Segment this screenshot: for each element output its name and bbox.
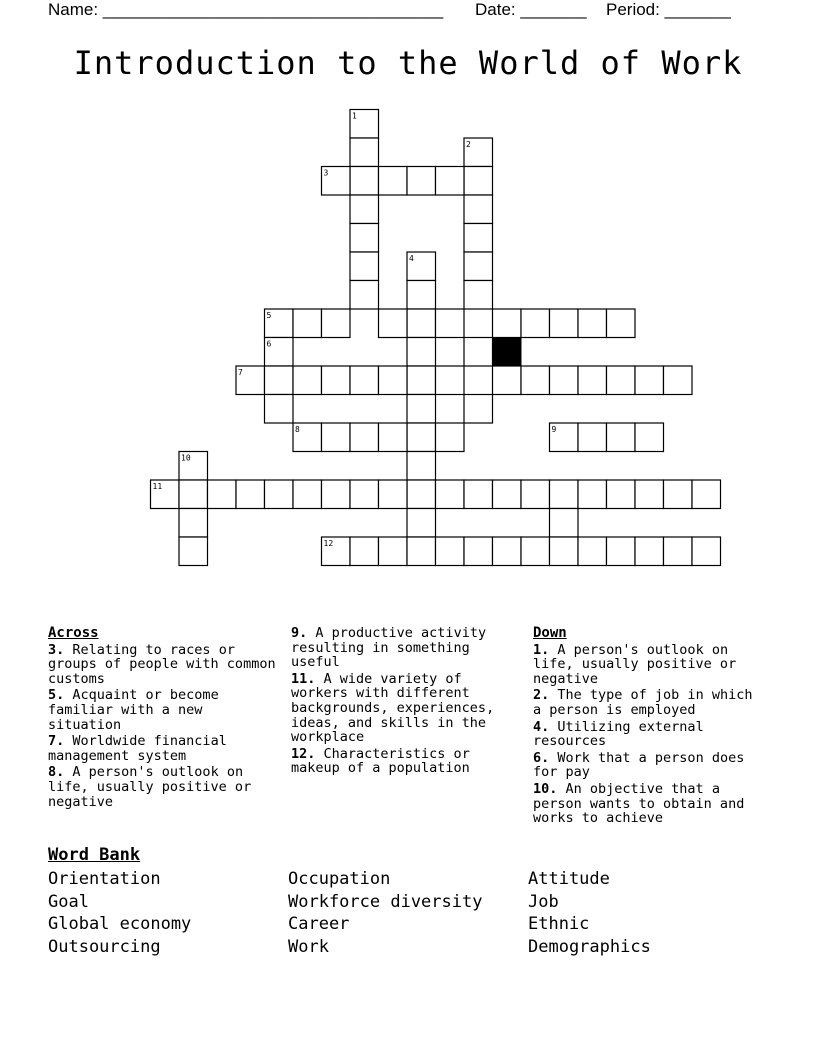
grid-cell[interactable]	[607, 480, 636, 509]
black-cell	[493, 338, 522, 367]
grid-cell[interactable]	[436, 366, 465, 395]
grid-cell[interactable]	[521, 537, 550, 566]
grid-cell[interactable]	[493, 366, 522, 395]
across-clues-col1	[48, 626, 276, 811]
grid-cell[interactable]	[379, 537, 408, 566]
grid-cell[interactable]	[350, 281, 379, 310]
down-clues	[533, 626, 768, 828]
grid-cell[interactable]	[464, 252, 493, 281]
grid-cell[interactable]	[350, 167, 379, 196]
clue-number: 4	[409, 254, 414, 263]
grid-cell[interactable]	[293, 480, 322, 509]
grid-cell[interactable]	[607, 423, 636, 452]
grid-cell[interactable]	[635, 480, 664, 509]
grid-cell[interactable]	[407, 309, 436, 338]
clue-number: 10	[181, 453, 191, 463]
clue-down-10: 10. An objective that a person wants to obtain and works to achieve	[533, 780, 745, 827]
clue-down-1: 1. A person's outlook on life, usually positive or negative	[533, 641, 737, 687]
grid-cell[interactable]	[692, 537, 721, 566]
word-bank-title: Word Bank	[48, 845, 141, 865]
date-field[interactable]: Date: _______	[475, 0, 587, 19]
grid-cell[interactable]	[493, 537, 522, 566]
grid-cell[interactable]	[350, 423, 379, 452]
grid-cell[interactable]	[664, 537, 693, 566]
grid-cell[interactable]	[635, 423, 664, 452]
grid-cell[interactable]	[407, 480, 436, 509]
grid-cell[interactable]	[635, 366, 664, 395]
grid-cell[interactable]	[550, 480, 579, 509]
grid-cell[interactable]	[236, 480, 265, 509]
grid-cell[interactable]	[407, 423, 436, 452]
grid-cell[interactable]	[379, 167, 408, 196]
grid-cell[interactable]	[350, 480, 379, 509]
grid-cell[interactable]	[464, 480, 493, 509]
grid-cell[interactable]	[607, 309, 636, 338]
word-bank-col3	[528, 868, 651, 958]
grid-cell[interactable]	[607, 537, 636, 566]
clue-across-7: 7. Worldwide financial management system	[48, 733, 227, 764]
grid-cell[interactable]	[322, 366, 351, 395]
clue-across-3: 3. Relating to races or groups of people with common customs	[48, 641, 276, 687]
grid-cell[interactable]	[350, 138, 379, 167]
grid-cell[interactable]	[550, 366, 579, 395]
grid-cell[interactable]	[407, 452, 436, 481]
clue-number: 6	[266, 339, 272, 349]
word-bank-word: Occupation	[288, 869, 391, 889]
grid-cell[interactable]	[407, 338, 436, 367]
grid-cell[interactable]	[379, 423, 408, 452]
down-heading: Down	[533, 625, 567, 641]
grid-cell[interactable]	[550, 537, 579, 566]
grid-cell[interactable]	[350, 224, 379, 253]
grid-cell[interactable]	[350, 252, 379, 281]
grid-cell[interactable]	[379, 480, 408, 509]
word-bank-word: Global economy	[48, 914, 192, 935]
name-field[interactable]: Name: ____________________________________	[48, 0, 444, 19]
clue-number: 11	[152, 482, 163, 491]
word-bank-col2	[288, 868, 482, 958]
grid-cell[interactable]	[436, 480, 465, 509]
grid-cell[interactable]	[550, 309, 579, 338]
across-clues-col2	[291, 626, 516, 778]
word-bank-word: Orientation	[48, 869, 161, 889]
grid-cell[interactable]	[692, 480, 721, 509]
grid-cell[interactable]	[350, 195, 379, 224]
clue-across-8: 8. A person's outlook on life, usually positive or negative	[48, 764, 252, 810]
grid-cell[interactable]	[464, 224, 493, 253]
grid-cell[interactable]	[493, 480, 522, 509]
grid-cell[interactable]	[464, 281, 493, 310]
page-title: Introduction to the World of Work	[73, 44, 743, 82]
grid-cell[interactable]	[407, 281, 436, 310]
word-bank-word: Career	[288, 914, 350, 935]
grid-cell[interactable]	[607, 366, 636, 395]
word-bank-word: Work	[288, 936, 329, 957]
grid-cell[interactable]	[407, 395, 436, 424]
grid-cell[interactable]	[265, 480, 294, 509]
grid-cell[interactable]	[293, 309, 322, 338]
clue-number: 9	[551, 425, 557, 434]
grid-cell[interactable]	[464, 395, 493, 424]
grid-cell[interactable]	[179, 509, 208, 538]
grid-cell[interactable]	[578, 423, 607, 452]
clue-number: 3	[323, 168, 329, 178]
word-bank-word: Job	[528, 891, 559, 912]
word-bank-col1	[48, 868, 191, 958]
grid-cell[interactable]	[464, 338, 493, 367]
grid-cell[interactable]	[407, 167, 436, 196]
grid-cell[interactable]	[265, 366, 294, 395]
clue-across-9: 9. A productive activity resulting in something useful	[291, 625, 487, 671]
grid-cell[interactable]	[578, 537, 607, 566]
grid-cell[interactable]	[664, 366, 693, 395]
word-bank-word: Goal	[48, 891, 89, 912]
grid-cell[interactable]	[578, 480, 607, 509]
grid-cell[interactable]	[464, 167, 493, 196]
grid-cell[interactable]	[578, 366, 607, 395]
grid-cell[interactable]	[407, 537, 436, 566]
clue-across-11: 11. A wide variety of workers with different backgrounds, experiences, ideas, and skills in the workplace	[291, 670, 495, 746]
word-bank-word: Ethnic	[528, 914, 590, 935]
grid-cell[interactable]	[493, 309, 522, 338]
clue-across-5: 5. Acquaint or become familiar with a new situation	[48, 687, 219, 733]
grid-cell[interactable]	[436, 537, 465, 566]
grid-cell[interactable]	[521, 480, 550, 509]
grid-cell[interactable]	[265, 395, 294, 424]
grid-cell[interactable]	[664, 480, 693, 509]
grid-cell[interactable]	[464, 195, 493, 224]
clue-number: 12	[323, 539, 334, 548]
clue-number: 7	[238, 368, 243, 377]
clue-across-12: 12. Characteristics or makeup of a population	[291, 745, 470, 777]
word-bank-word: Demographics	[528, 936, 651, 957]
grid-cell[interactable]	[550, 509, 579, 538]
grid-cell[interactable]	[436, 167, 465, 196]
grid-cell[interactable]	[208, 480, 237, 509]
grid-cell[interactable]	[379, 309, 408, 338]
grid-cell[interactable]	[179, 480, 208, 509]
grid-cell[interactable]	[379, 366, 408, 395]
clue-number: 2	[466, 140, 471, 149]
grid-cell[interactable]	[436, 423, 465, 452]
grid-cell[interactable]	[179, 537, 208, 566]
word-bank-word: Attitude	[528, 869, 610, 889]
word-bank-word: Workforce diversity	[288, 891, 483, 912]
grid-cell[interactable]	[521, 309, 550, 338]
clue-number: 1	[352, 111, 357, 121]
grid-cell[interactable]	[436, 309, 465, 338]
grid-cell[interactable]	[350, 366, 379, 395]
grid-cell[interactable]	[350, 537, 379, 566]
grid-cell[interactable]	[407, 366, 436, 395]
period-field[interactable]: Period: _______	[606, 0, 731, 19]
grid-cell[interactable]	[578, 309, 607, 338]
grid-cell[interactable]	[293, 366, 322, 395]
clue-down-4: 4. Utilizing external resources	[533, 718, 704, 750]
grid-cell[interactable]	[521, 366, 550, 395]
clue-down-6: 6. Work that a person does for pay	[533, 749, 745, 781]
grid-cell[interactable]	[464, 537, 493, 566]
grid-cell[interactable]	[635, 537, 664, 566]
grid-cell[interactable]	[322, 423, 351, 452]
clue-down-2: 2. The type of job in which a person is employed	[533, 687, 753, 718]
across-heading: Across	[48, 625, 99, 641]
grid-cell[interactable]	[322, 309, 351, 338]
grid-cell[interactable]	[407, 509, 436, 538]
clue-number: 5	[266, 311, 272, 320]
clue-number: 8	[295, 425, 300, 434]
grid-cell[interactable]	[322, 480, 351, 509]
word-bank-word: Outsourcing	[48, 936, 161, 957]
